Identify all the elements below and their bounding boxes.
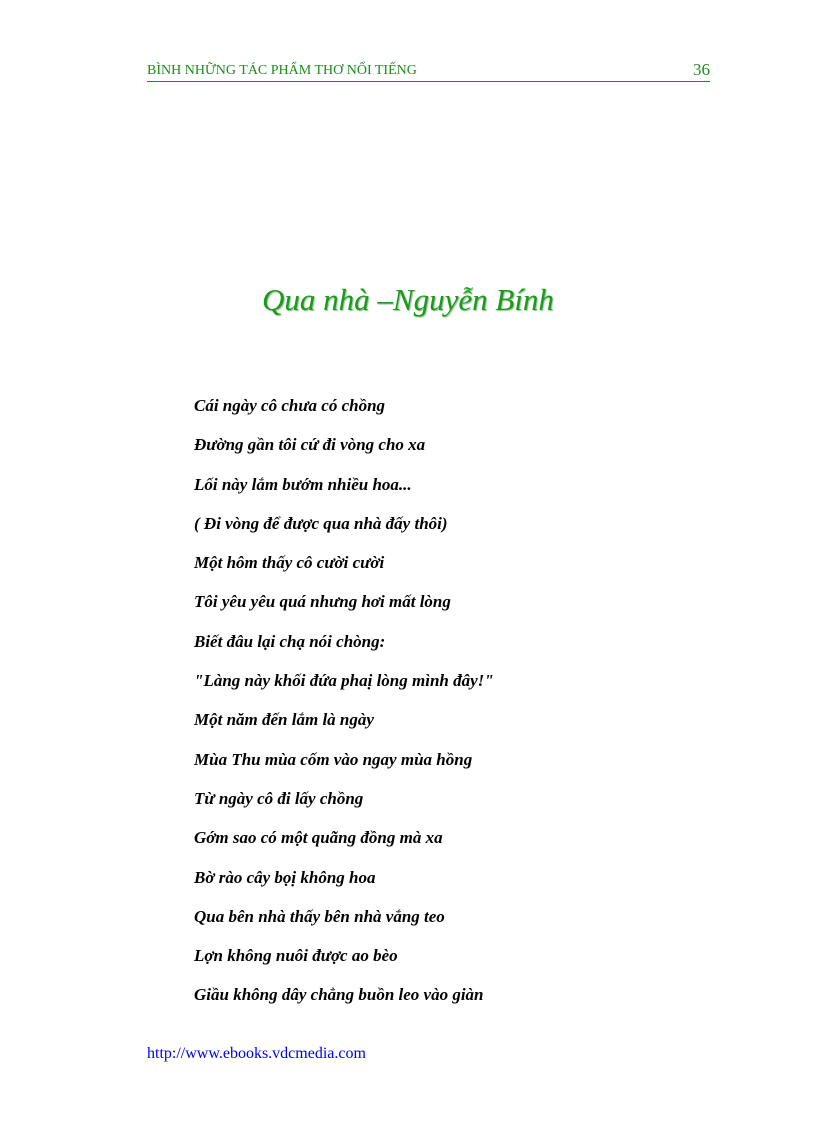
poem-line: Từ ngày cô đi lấy chồng — [194, 788, 364, 808]
book-title: BÌNH NHỮNG TÁC PHẨM THƠ NỔI TIẾNG — [147, 63, 417, 78]
poem-line: Mùa Thu mùa cốm vào ngay mùa hồng — [194, 749, 473, 769]
poem-line: Bờ rào cây bọị không hoa — [194, 867, 376, 887]
poem-line: Qua bên nhà thấy bên nhà vắng teo — [194, 906, 445, 926]
poem-body — [194, 396, 494, 1025]
poem-line: Lợn không nuôi được ao bèo — [194, 946, 398, 966]
poem-line: Lối này lắm bướm nhiều hoa... — [194, 474, 412, 494]
poem-line: Giầu không dây chẳng buồn leo vào giàn — [194, 985, 484, 1005]
poem-line: Một năm đến lắm là ngày — [194, 710, 374, 730]
page-header — [147, 60, 710, 82]
website-link[interactable]: http://www.ebooks.vdcmedia.com — [147, 1045, 366, 1062]
poem-line: Cái ngày cô chưa có chồng — [194, 396, 386, 415]
poem-line: "Làng này khối đứa phaị lòng mình đây!" — [194, 671, 494, 691]
poem-line: Biết đâu lại chạ nói chòng: — [194, 631, 386, 651]
poem-title: Qua nhà –Nguyễn Bính — [262, 282, 554, 317]
page-number: 36 — [693, 60, 710, 79]
poem-line: Tôi yêu yêu quá nhưng hơi mất lòng — [194, 592, 451, 612]
poem-line: Gớm sao có một quãng đồng mà xa — [194, 828, 443, 848]
poem-line: ( Đi vòng để được qua nhà đấy thôi) — [194, 513, 448, 533]
poem-line: Đường gần tôi cứ đi vòng cho xa — [194, 435, 426, 455]
poem-line: Một hôm thấy cô cười cười — [194, 553, 385, 573]
